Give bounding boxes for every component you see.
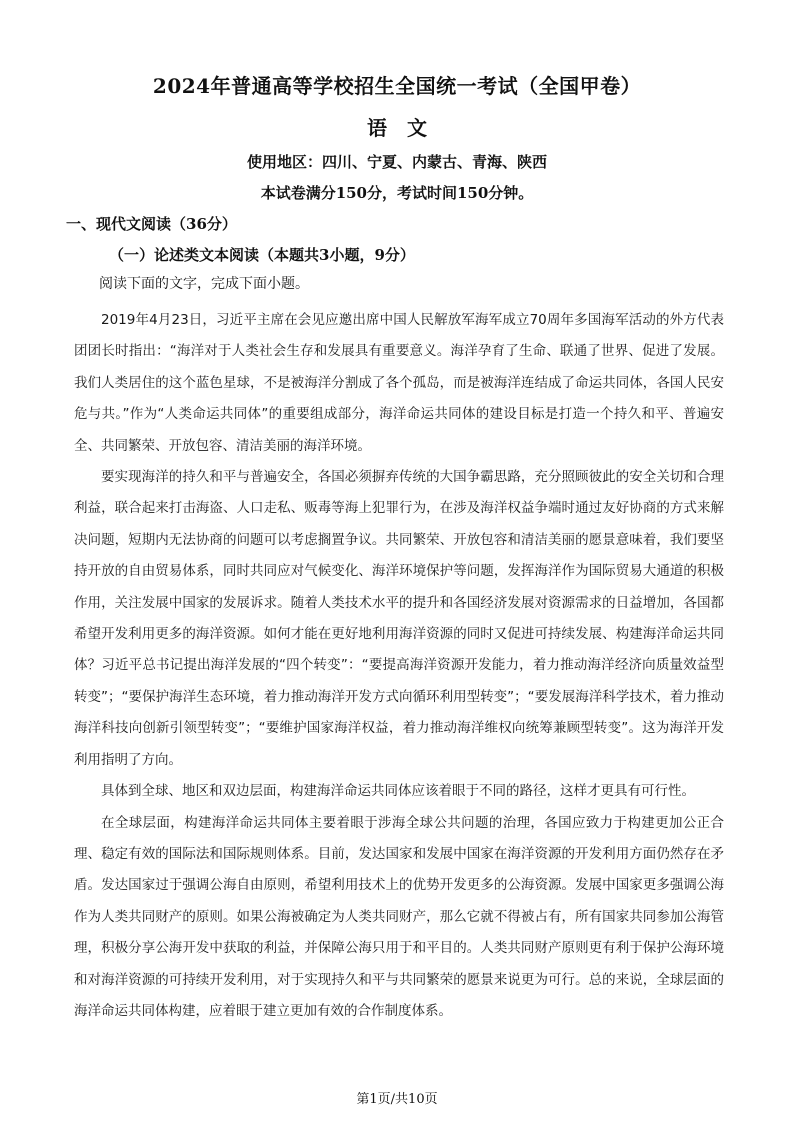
reading-passage [74,305,724,1027]
subsection-heading: （一）论述类文本阅读（本题共3小题，9分） [109,246,415,264]
passage-paragraph: 要实现海洋的持久和平与普遍安全，各国必须摒弃传统的大国争霸思路，充分照顾彼此的安全关切和合理利益，联合起来打击海盗、人口走私、贩毒等海上犯罪行为，在涉及海洋权益争端时通过友好协商的方式来解决问题，短期内无法协商的问题可以考虑搁置争议。共同繁荣、开放包容和清洁美丽的愿景意味着，我们要坚持开放的自由贸易体系，同时共同应对气候变化、海洋环境保护等问题，发挥海洋作为国际贸易大通道的积极作用，关注发展中国家的发展诉求。随着人类技术水平的提升和各国经济发展对资源需求的日益增加，各国都希望开发利用更多的海洋资源。如何才能在更好地利用海洋资源的同时又促进可持续发展、构建海洋命运共同体？习近平总书记提出海洋发展的“四个转变”：“要提高海洋资源开发能力，着力推动海洋经济向质量效益型转变”；“要保护海洋生态环境，着力推动海洋开发方式向循环利用型转变”；“要发展海洋科学技术，着力推动海洋科技向创新引领型转变”；“要维护国家海洋权益，着力推动海洋维权向统筹兼顾型转变”。这为海洋开发利用指明了方向。 [74,469,724,768]
page-number: 第1页/共10页 [356,1092,438,1107]
passage-paragraph: 在全球层面，构建海洋命运共同体主要着眼于涉海全球公共问题的治理，各国应致力于构建更加公正合理、稳定有效的国际法和国际规则体系。目前，发达国家和发展中国家在海洋资源的开发利用方面仍然存在矛盾。发达国家过于强调公海自由原则，希望利用技术上的优势开发更多的公海资源。发展中国家更多强调公海作为人类共同财产的原则。如果公海被确定为人类共同财产，那么它就不得被占有，所有国家共同参加公海管理，积极分享公海开发中获取的利益，并保障公海只用于和平目的。人类共同财产原则更有利于保护公海环境和对海洋资源的可持续开发利用，对于实现持久和平与共同繁荣的愿景来说更为可行。总的来说，全球层面的海洋命运共同体构建，应着眼于建立更加有效的合作制度体系。 [74,814,724,1019]
section-heading: 一、现代文阅读（36分） [66,215,237,233]
exam-title: 2024年普通高等学校招生全国统一考试（全国甲卷） [152,74,642,98]
reading-instruction: 阅读下面的文字，完成下面小题。 [99,276,309,292]
subject-title: 语文 [367,116,447,140]
usage-regions: 使用地区：四川、宁夏、内蒙古、青海、陕西 [246,153,547,171]
exam-info: 本试卷满分150分，考试时间150分钟。 [260,184,534,202]
passage-paragraph: 具体到全球、地区和双边层面，构建海洋命运共同体应该着眼于不同的路径，这样才更具有可行性。 [101,783,695,800]
passage-paragraph: 2019年4月23日，习近平主席在会见应邀出席中国人民解放军海军成立70周年多国海军活动的外方代表团团长时指出：“海洋对于人类社会生存和发展具有重要意义。海洋孕育了生命、联通了世界、促进了发展。我们人类居住的这个蓝色星球，不是被海洋分割成了各个孤岛，而是被海洋连结成了命运共同体，各国人民安危与共。”作为“人类命运共同体”的重要组成部分，海洋命运共同体的建设目标是打造一个持久和平、普遍安全、共同繁荣、开放包容、清洁美丽的海洋环境。 [74,312,724,454]
